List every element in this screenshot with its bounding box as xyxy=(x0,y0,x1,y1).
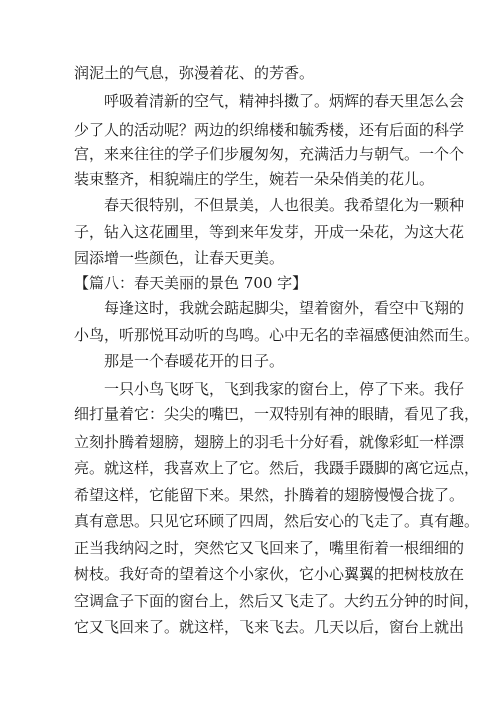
text-line: 一只小鸟飞呀飞，飞到我家的窗台上，停了下来。我仔 xyxy=(104,380,465,398)
text-line: 正当我纳闷之时，突然它又飞回来了，嘴里衔着一根细细的 xyxy=(74,539,465,557)
text-line: 子，钻入这花圃里，等到来年发芽，开成一朵花，为这大花 xyxy=(74,223,465,241)
text-line: 亮。就这样，我喜欢上了它。然后，我蹑手蹑脚的离它远点， xyxy=(74,459,480,477)
text-line: 润泥土的气息，弥漫着花、的芳香。 xyxy=(74,64,315,82)
text-line: 细打量着它：尖尖的嘴巴，一双特别有神的眼睛，看见了我， xyxy=(74,405,480,423)
text-line: 那是一个春暖花开的日子。 xyxy=(104,352,285,370)
text-line: 每逢这时，我就会踮起脚尖，望着窗外，看空中飞翔的 xyxy=(104,299,465,317)
text-line: 呼吸着清新的空气，精神抖擞了。炳辉的春天里怎么会 xyxy=(104,92,465,110)
text-line: 空调盒子下面的窗台上，然后又飞走了。大约五分钟的时间， xyxy=(74,592,480,610)
text-line: 春天很特别，不但景美，人也很美。我希望化为一颗种 xyxy=(104,196,465,214)
text-line: 树枝。我好奇的望着这个小家伙，它小心翼翼的把树枝放在 xyxy=(74,565,465,583)
text-line: 装束整齐，相貌端庄的学生，婉若一朵朵俏美的花儿。 xyxy=(74,170,435,188)
text-line: 立刻扑腾着翅膀，翅膀上的羽毛十分好看，就像彩虹一样漂 xyxy=(74,433,465,451)
text-line: 小鸟，听那悦耳动听的鸟鸣。心中无名的幸福感便油然而生。 xyxy=(74,326,480,344)
text-line: 园添增一些颜色，让春天更美。 xyxy=(74,249,285,267)
text-line: 宫，来来往往的学子们步履匆匆，充满活力与朝气。一个个 xyxy=(74,145,465,163)
text-line: 希望这样，它能留下来。果然，扑腾着的翅膀慢慢合拢了。 xyxy=(74,486,465,504)
text-line: 真有意思。只见它环顾了四周，然后安心的飞走了。真有趣。 xyxy=(74,512,480,530)
text-line: 它又飞回来了。就这样，飞来飞去。几天以后，窗台上就出 xyxy=(74,618,465,636)
text-line: 少了人的活动呢？两边的织绵楼和毓秀楼，还有后面的科学 xyxy=(74,121,465,139)
section-heading: 【篇八：春天美丽的景色 700 字】 xyxy=(74,274,308,292)
